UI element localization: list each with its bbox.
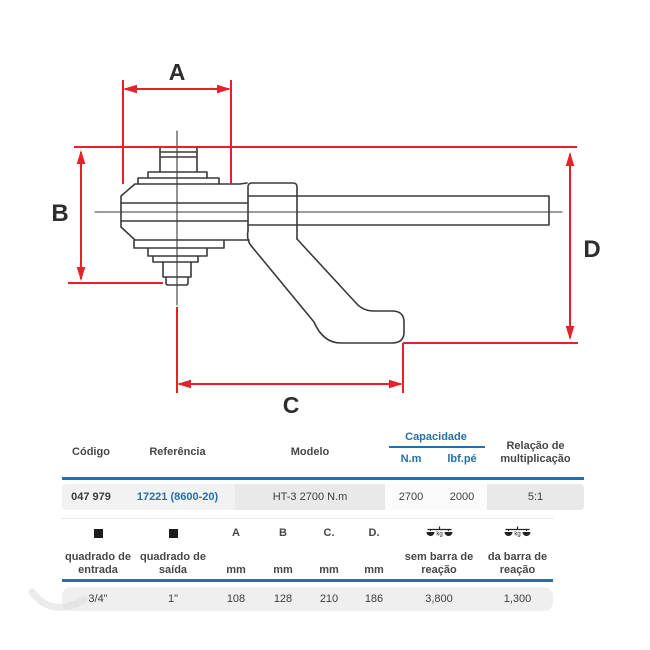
- header-referencia: Referência: [149, 446, 206, 459]
- cell-peso-sem-barra: 3,800: [425, 593, 453, 605]
- dim-label-d: D: [583, 236, 601, 263]
- label-quadrado-entrada: quadrado de entrada: [64, 551, 131, 576]
- header-modelo: Modelo: [290, 446, 330, 459]
- cell-dim-d: 186: [364, 593, 384, 605]
- cell-relacao: 5:1: [487, 484, 584, 510]
- label-quadrado-saida: quadrado de saída: [139, 551, 206, 576]
- table1-data-row: [62, 484, 584, 510]
- header-relacao: Relação de multiplicação: [500, 439, 571, 465]
- dimensions-table: [62, 518, 553, 611]
- col-letter-a: A: [232, 527, 240, 539]
- dimension-d: [403, 154, 578, 343]
- cell-referencia-link[interactable]: 17221 (8600-20): [136, 491, 219, 503]
- capacidade-underline: [389, 446, 485, 448]
- table2-top-hairline: [62, 518, 553, 519]
- col-letter-c: C.: [323, 527, 335, 539]
- reaction-bar: [248, 196, 549, 225]
- cell-dim-a: 108: [226, 593, 246, 605]
- header-capacidade-group: [385, 428, 487, 477]
- unit-d: mm: [364, 563, 384, 576]
- square-drive-top: [160, 147, 197, 172]
- cell-quadrado-entrada: 3/4": [88, 593, 108, 605]
- table2-icon-row: [62, 523, 553, 543]
- scale-kg-icon: [504, 526, 531, 540]
- square-drive-icon: [169, 529, 178, 538]
- watermark-arc: [26, 588, 96, 620]
- dim-label-b: B: [51, 200, 69, 227]
- bar-collar: [248, 183, 297, 239]
- label-da-barra: da barra de reação: [487, 551, 548, 576]
- cell-quadrado-saida: 1": [167, 593, 179, 605]
- dim-label-a: A: [168, 59, 186, 85]
- cell-peso-da-barra: 1,300: [503, 593, 532, 605]
- header-capacidade: Capacidade: [405, 431, 467, 443]
- square-drive-icon: [94, 529, 103, 538]
- svg-text:kg: kg: [514, 531, 521, 538]
- cell-codigo: 047 979: [62, 484, 120, 510]
- unit-b: mm: [273, 563, 293, 576]
- model-capacity-table: [62, 428, 584, 510]
- reaction-arm: [248, 231, 404, 343]
- cell-dim-b: 128: [273, 593, 293, 605]
- header-nm: N.m: [400, 453, 422, 465]
- table2-blue-rule: [62, 579, 553, 582]
- dim-label-c: C: [282, 392, 300, 418]
- header-codigo: Código: [72, 446, 110, 459]
- table2-label-row: [62, 543, 553, 579]
- header-lbfpe: lbf.pé: [447, 453, 477, 465]
- cell-dim-c: 210: [319, 593, 339, 605]
- unit-c: mm: [319, 563, 339, 576]
- unit-a: mm: [226, 563, 246, 576]
- label-sem-barra: sem barra de reação: [404, 551, 474, 576]
- dimension-c: [177, 307, 403, 393]
- table1-blue-rule: [62, 477, 584, 480]
- cell-nm: 2700: [385, 484, 437, 510]
- col-letter-b: B: [279, 527, 287, 539]
- table2-data-row: [62, 587, 553, 611]
- scale-kg-icon: [426, 526, 453, 540]
- cell-modelo: HT-3 2700 N.m: [235, 484, 385, 510]
- upper-flange-steps: [138, 172, 219, 184]
- table1-header-row: [62, 428, 584, 477]
- col-letter-d: D.: [368, 527, 380, 539]
- lower-flange-steps: [134, 240, 224, 262]
- svg-text:kg: kg: [435, 531, 443, 538]
- cell-lbfpe: 2000: [437, 484, 487, 510]
